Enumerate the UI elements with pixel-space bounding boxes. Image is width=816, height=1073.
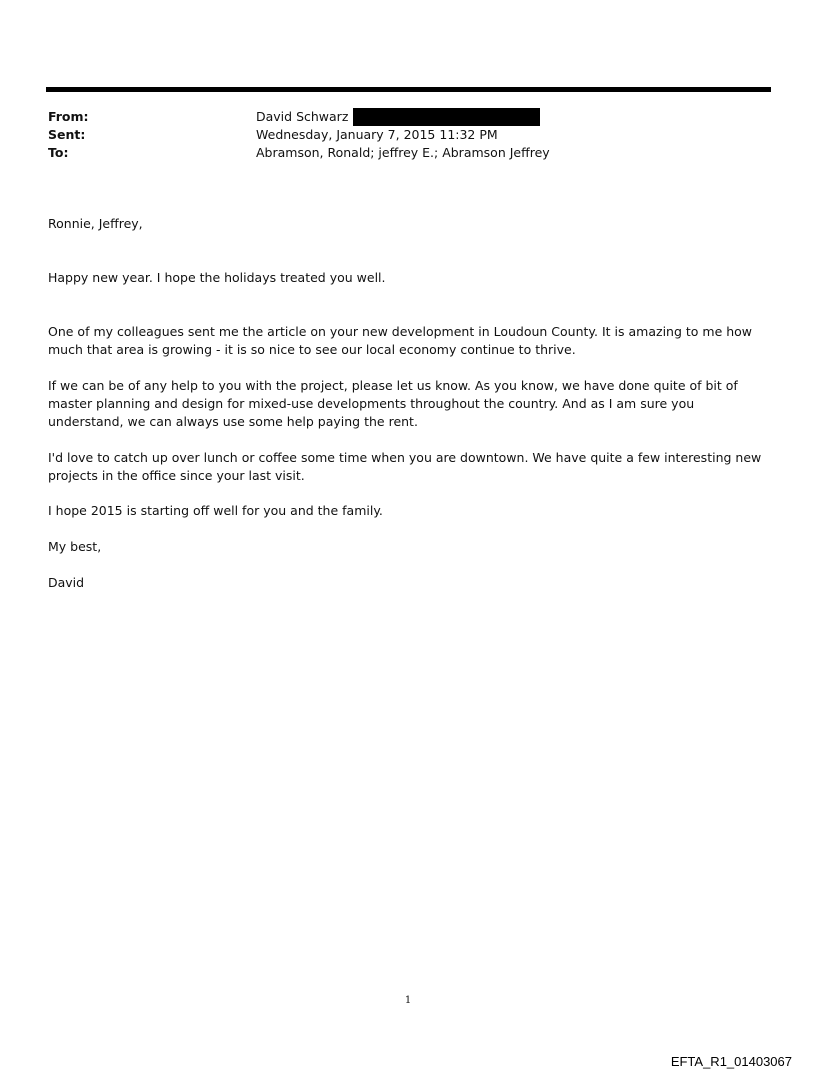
from-value-wrap bbox=[256, 108, 540, 126]
email-signature: David bbox=[48, 575, 85, 590]
email-paragraph-3: If we can be of any help to you with the project, please let us know. As you know, we have done quite of bit of master planning and design for mixed-use developments throughout the country. And as I am sure you understand, we can always use some help paying the rent. bbox=[48, 378, 738, 429]
email-paragraph-2: One of my colleagues sent me the article on your new development in Loudoun County. It is amazing to me how much that area is growing - it is so nice to see our local economy continue to thrive. bbox=[48, 324, 753, 357]
from-value: David Schwarz bbox=[256, 109, 349, 124]
email-paragraph-4: I'd love to catch up over lunch or coffee some time when you are downtown. We have quite a few interesting new projects in the office since your last visit. bbox=[48, 450, 762, 483]
from-row bbox=[48, 108, 768, 126]
email-greeting: Ronnie, Jeffrey, bbox=[48, 216, 143, 231]
email-paragraph-5: I hope 2015 is starting off well for you and the family. bbox=[48, 503, 383, 518]
page-number: 1 bbox=[404, 995, 412, 1006]
redaction-block bbox=[353, 108, 540, 126]
bates-number: EFTA_R1_01403067 bbox=[670, 1054, 792, 1069]
sent-label: Sent: bbox=[48, 127, 86, 142]
email-closing: My best, bbox=[48, 539, 102, 554]
sent-value: Wednesday, January 7, 2015 11:32 PM bbox=[256, 127, 498, 142]
to-label: To: bbox=[48, 145, 69, 160]
to-value: Abramson, Ronald; jeffrey E.; Abramson Jeffrey bbox=[256, 145, 550, 160]
sent-row bbox=[48, 126, 768, 144]
header-divider bbox=[46, 87, 771, 92]
to-row bbox=[48, 144, 768, 162]
email-header bbox=[48, 108, 768, 162]
email-paragraph-1: Happy new year. I hope the holidays treated you well. bbox=[48, 270, 386, 285]
from-label: From: bbox=[48, 109, 89, 124]
